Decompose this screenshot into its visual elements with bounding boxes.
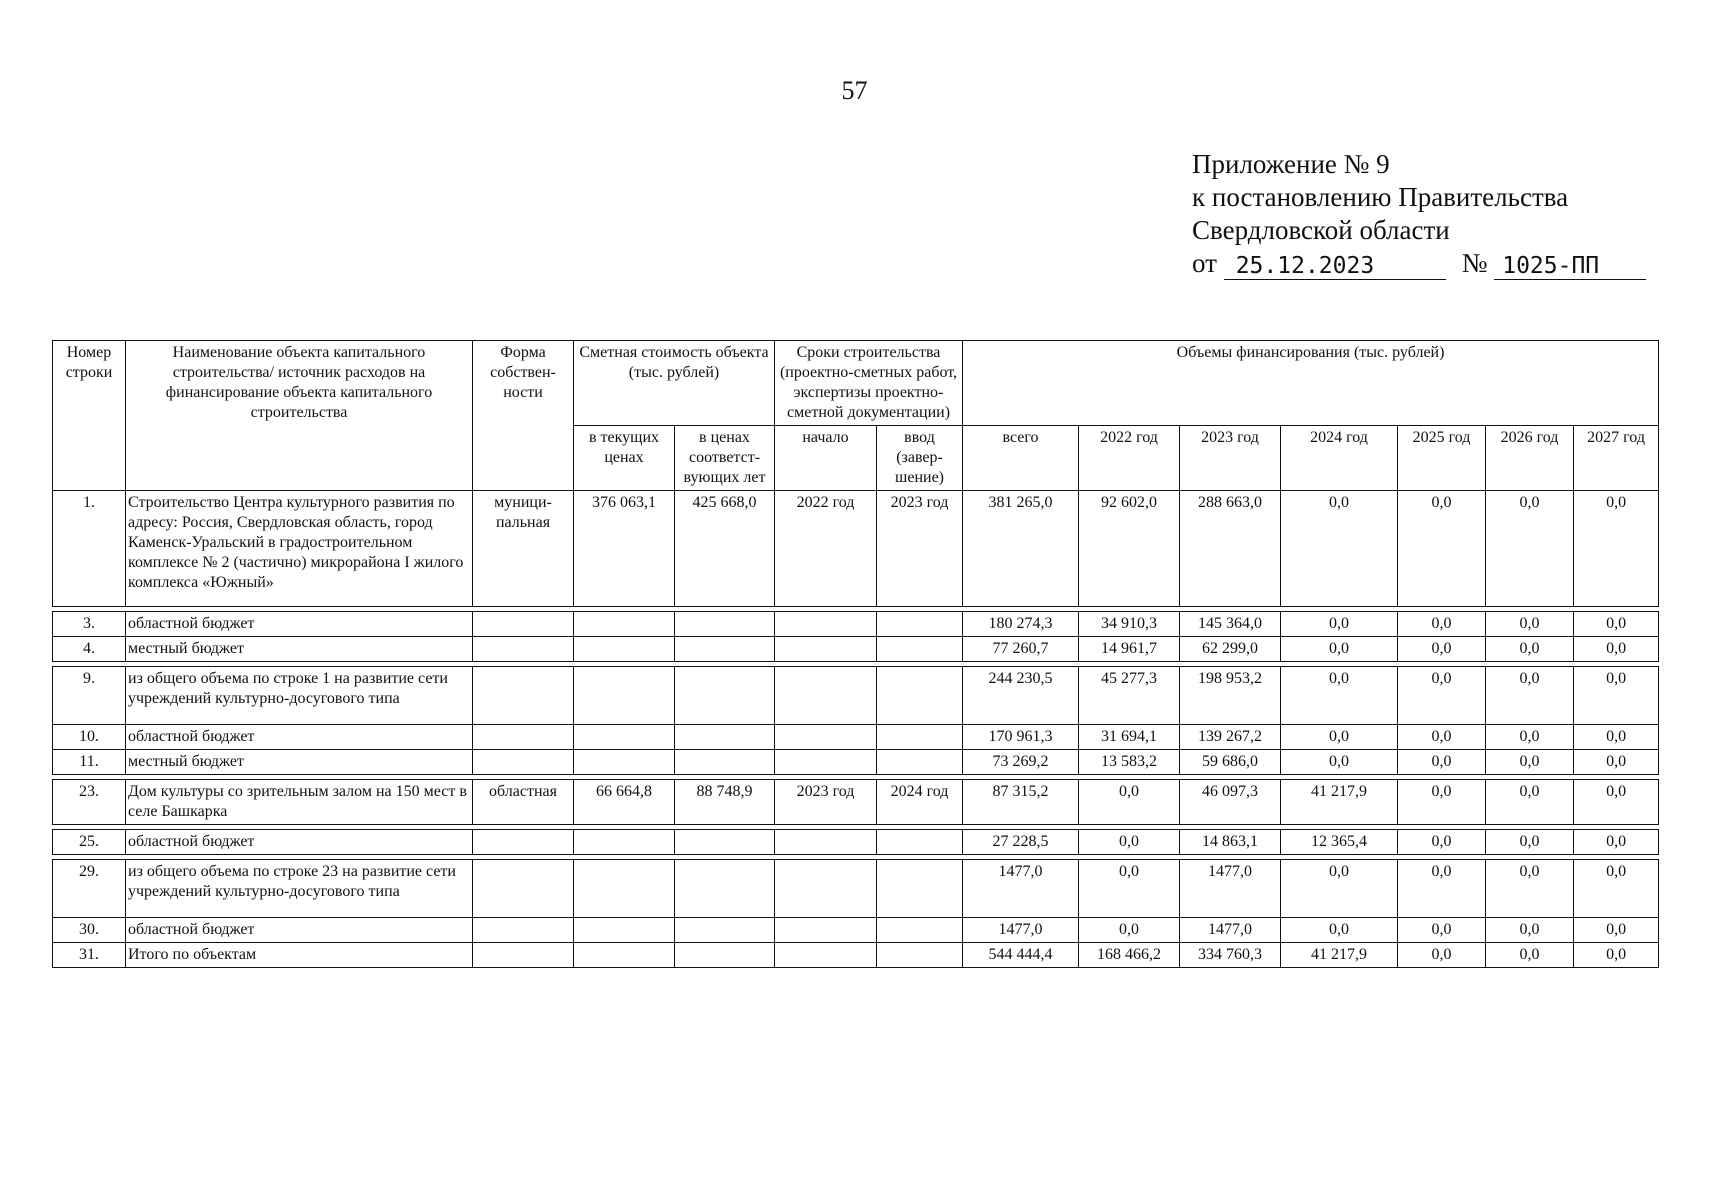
row-start (775, 637, 877, 662)
row-start (775, 918, 877, 943)
row-2022: 31 694,1 (1079, 725, 1180, 750)
row-2026: 0,0 (1486, 860, 1574, 918)
page-number: 57 (841, 76, 868, 105)
row-total: 180 274,3 (963, 612, 1079, 637)
row-corresponding-price (675, 750, 775, 775)
row-2022: 13 583,2 (1079, 750, 1180, 775)
row-current-price (574, 943, 675, 968)
row-current-price (574, 667, 675, 725)
row-2025: 0,0 (1398, 860, 1486, 918)
row-number: 31. (53, 943, 126, 968)
row-2027: 0,0 (1574, 860, 1659, 918)
row-total: 1477,0 (963, 918, 1079, 943)
row-corresponding-price (675, 918, 775, 943)
row-total: 27 228,5 (963, 830, 1079, 855)
row-start (775, 667, 877, 725)
row-number: 9. (53, 667, 126, 725)
row-2023: 198 953,2 (1180, 667, 1281, 725)
appendix-title: Приложение № 9 (1192, 149, 1390, 179)
header-total: всего (963, 426, 1079, 491)
row-2027: 0,0 (1574, 725, 1659, 750)
row-2027: 0,0 (1574, 780, 1659, 825)
row-name: Итого по объектам (126, 943, 473, 968)
header-terms: Сроки строительства (проектно-сметных работ, экспертизы проектно-сметной документации) (775, 341, 963, 426)
table-row (53, 750, 1659, 775)
row-ownership (473, 830, 574, 855)
row-2026: 0,0 (1486, 637, 1574, 662)
row-name: Строительство Центра культурного развития по адресу: Россия, Свердловская область, город Каменск-Уральский в градостроительном комплексе № 2 (частично) микрорайона I жилого комплекса «Южный» (126, 491, 473, 607)
row-2023: 145 364,0 (1180, 612, 1281, 637)
row-number: 30. (53, 918, 126, 943)
row-start (775, 860, 877, 918)
row-2023: 1477,0 (1180, 860, 1281, 918)
header-funding: Объемы финансирования (тыс. рублей) (963, 341, 1659, 426)
table-row (53, 491, 1659, 607)
row-current-price (574, 637, 675, 662)
row-ownership (473, 943, 574, 968)
row-ownership (473, 612, 574, 637)
row-2025: 0,0 (1398, 612, 1486, 637)
header-2026: 2026 год (1486, 426, 1574, 491)
row-start: 2022 год (775, 491, 877, 607)
row-total: 544 444,4 (963, 943, 1079, 968)
row-ownership: муници-пальная (473, 491, 574, 607)
row-number: 1. (53, 491, 126, 607)
row-2026: 0,0 (1486, 943, 1574, 968)
row-2026: 0,0 (1486, 667, 1574, 725)
row-2027: 0,0 (1574, 612, 1659, 637)
table-row (53, 780, 1659, 825)
row-2024: 0,0 (1281, 918, 1398, 943)
row-finish: 2024 год (877, 780, 963, 825)
row-2026: 0,0 (1486, 750, 1574, 775)
header-2023: 2023 год (1180, 426, 1281, 491)
row-2023: 14 863,1 (1180, 830, 1281, 855)
row-finish (877, 750, 963, 775)
row-2022: 34 910,3 (1079, 612, 1180, 637)
row-2024: 12 365,4 (1281, 830, 1398, 855)
table-row (53, 667, 1659, 725)
row-ownership (473, 725, 574, 750)
header-corresponding-prices: в ценах соответст-вующих лет (675, 426, 775, 491)
row-2024: 0,0 (1281, 725, 1398, 750)
header-row-no: Номер строки (53, 341, 126, 491)
row-2022: 0,0 (1079, 918, 1180, 943)
row-current-price (574, 725, 675, 750)
row-2026: 0,0 (1486, 491, 1574, 607)
row-2022: 168 466,2 (1079, 943, 1180, 968)
row-2022: 45 277,3 (1079, 667, 1180, 725)
row-2027: 0,0 (1574, 667, 1659, 725)
decree-date: 25.12.2023 (1224, 253, 1446, 280)
header-ownership: Форма собствен-ности (473, 341, 574, 491)
row-2026: 0,0 (1486, 918, 1574, 943)
row-2025: 0,0 (1398, 780, 1486, 825)
header-row-1 (53, 341, 1659, 426)
row-corresponding-price (675, 830, 775, 855)
row-start (775, 830, 877, 855)
row-ownership (473, 750, 574, 775)
row-current-price (574, 612, 675, 637)
row-2024: 41 217,9 (1281, 780, 1398, 825)
from-label: от (1192, 248, 1217, 278)
row-number: 11. (53, 750, 126, 775)
header-2024: 2024 год (1281, 426, 1398, 491)
header-2022: 2022 год (1079, 426, 1180, 491)
row-2023: 59 686,0 (1180, 750, 1281, 775)
row-finish (877, 637, 963, 662)
row-2022: 0,0 (1079, 830, 1180, 855)
row-name: областной бюджет (126, 918, 473, 943)
row-number: 3. (53, 612, 126, 637)
row-finish (877, 612, 963, 637)
row-corresponding-price: 88 748,9 (675, 780, 775, 825)
row-total: 244 230,5 (963, 667, 1079, 725)
row-2026: 0,0 (1486, 725, 1574, 750)
row-total: 87 315,2 (963, 780, 1079, 825)
row-total: 170 961,3 (963, 725, 1079, 750)
row-2024: 0,0 (1281, 860, 1398, 918)
financing-table (52, 340, 1659, 968)
row-name: Дом культуры со зрительным залом на 150 мест в селе Башкарка (126, 780, 473, 825)
appendix-line2: к постановлению Правительства (1192, 182, 1569, 212)
row-2025: 0,0 (1398, 750, 1486, 775)
table-row (53, 918, 1659, 943)
row-name: местный бюджет (126, 750, 473, 775)
row-ownership (473, 860, 574, 918)
table-row (53, 860, 1659, 918)
row-2022: 14 961,7 (1079, 637, 1180, 662)
header-name: Наименование объекта капитального строительства/ источник расходов на финансирование объекта капитального строительства (126, 341, 473, 491)
row-2027: 0,0 (1574, 943, 1659, 968)
row-2025: 0,0 (1398, 830, 1486, 855)
row-2024: 0,0 (1281, 750, 1398, 775)
row-corresponding-price (675, 667, 775, 725)
row-2025: 0,0 (1398, 667, 1486, 725)
row-2024: 41 217,9 (1281, 943, 1398, 968)
row-2025: 0,0 (1398, 943, 1486, 968)
row-2027: 0,0 (1574, 637, 1659, 662)
row-2024: 0,0 (1281, 667, 1398, 725)
row-name: из общего объема по строке 1 на развитие сети учреждений культурно-досугового типа (126, 667, 473, 725)
row-current-price (574, 860, 675, 918)
row-finish (877, 943, 963, 968)
row-2025: 0,0 (1398, 725, 1486, 750)
row-corresponding-price: 425 668,0 (675, 491, 775, 607)
table-row (53, 725, 1659, 750)
row-current-price: 66 664,8 (574, 780, 675, 825)
decree-date-line (1192, 247, 1646, 280)
row-2025: 0,0 (1398, 637, 1486, 662)
row-name: областной бюджет (126, 612, 473, 637)
row-corresponding-price (675, 860, 775, 918)
row-finish (877, 830, 963, 855)
row-2022: 0,0 (1079, 780, 1180, 825)
row-2022: 92 602,0 (1079, 491, 1180, 607)
row-ownership: областная (473, 780, 574, 825)
row-2023: 1477,0 (1180, 918, 1281, 943)
header-estimated-cost: Сметная стоимость объекта (тыс. рублей) (574, 341, 775, 426)
row-finish (877, 725, 963, 750)
row-current-price (574, 918, 675, 943)
row-start: 2023 год (775, 780, 877, 825)
row-corresponding-price (675, 612, 775, 637)
header-current-prices: в текущих ценах (574, 426, 675, 491)
row-name: местный бюджет (126, 637, 473, 662)
row-name: из общего объема по строке 23 на развитие сети учреждений культурно-досугового типа (126, 860, 473, 918)
row-2024: 0,0 (1281, 491, 1398, 607)
row-start (775, 725, 877, 750)
row-2027: 0,0 (1574, 491, 1659, 607)
row-finish (877, 918, 963, 943)
row-2023: 62 299,0 (1180, 637, 1281, 662)
appendix-block (1192, 148, 1646, 280)
row-current-price: 376 063,1 (574, 491, 675, 607)
decree-number: 1025-ПП (1494, 253, 1646, 280)
row-2023: 139 267,2 (1180, 725, 1281, 750)
row-total: 1477,0 (963, 860, 1079, 918)
row-2025: 0,0 (1398, 491, 1486, 607)
row-start (775, 750, 877, 775)
row-number: 4. (53, 637, 126, 662)
row-number: 25. (53, 830, 126, 855)
row-2023: 46 097,3 (1180, 780, 1281, 825)
row-2027: 0,0 (1574, 918, 1659, 943)
header-finish: ввод (завер-шение) (877, 426, 963, 491)
appendix-line3: Свердловской области (1192, 215, 1450, 245)
header-2027: 2027 год (1574, 426, 1659, 491)
row-start (775, 612, 877, 637)
header-start: начало (775, 426, 877, 491)
row-name: областной бюджет (126, 830, 473, 855)
row-2024: 0,0 (1281, 637, 1398, 662)
row-2026: 0,0 (1486, 612, 1574, 637)
row-start (775, 943, 877, 968)
row-2026: 0,0 (1486, 830, 1574, 855)
table-row (53, 637, 1659, 662)
table-row (53, 943, 1659, 968)
row-name: областной бюджет (126, 725, 473, 750)
row-current-price (574, 830, 675, 855)
row-total: 77 260,7 (963, 637, 1079, 662)
row-number: 10. (53, 725, 126, 750)
table-row (53, 612, 1659, 637)
row-current-price (574, 750, 675, 775)
row-2023: 288 663,0 (1180, 491, 1281, 607)
row-2027: 0,0 (1574, 830, 1659, 855)
row-corresponding-price (675, 637, 775, 662)
row-2027: 0,0 (1574, 750, 1659, 775)
number-label: № (1461, 248, 1488, 278)
row-finish (877, 667, 963, 725)
row-2023: 334 760,3 (1180, 943, 1281, 968)
row-2025: 0,0 (1398, 918, 1486, 943)
row-number: 29. (53, 860, 126, 918)
row-total: 73 269,2 (963, 750, 1079, 775)
table-row (53, 830, 1659, 855)
row-ownership (473, 918, 574, 943)
row-number: 23. (53, 780, 126, 825)
row-2024: 0,0 (1281, 612, 1398, 637)
row-total: 381 265,0 (963, 491, 1079, 607)
row-ownership (473, 667, 574, 725)
row-finish (877, 860, 963, 918)
row-finish: 2023 год (877, 491, 963, 607)
row-corresponding-price (675, 943, 775, 968)
header-2025: 2025 год (1398, 426, 1486, 491)
row-corresponding-price (675, 725, 775, 750)
row-2022: 0,0 (1079, 860, 1180, 918)
row-ownership (473, 637, 574, 662)
row-2026: 0,0 (1486, 780, 1574, 825)
